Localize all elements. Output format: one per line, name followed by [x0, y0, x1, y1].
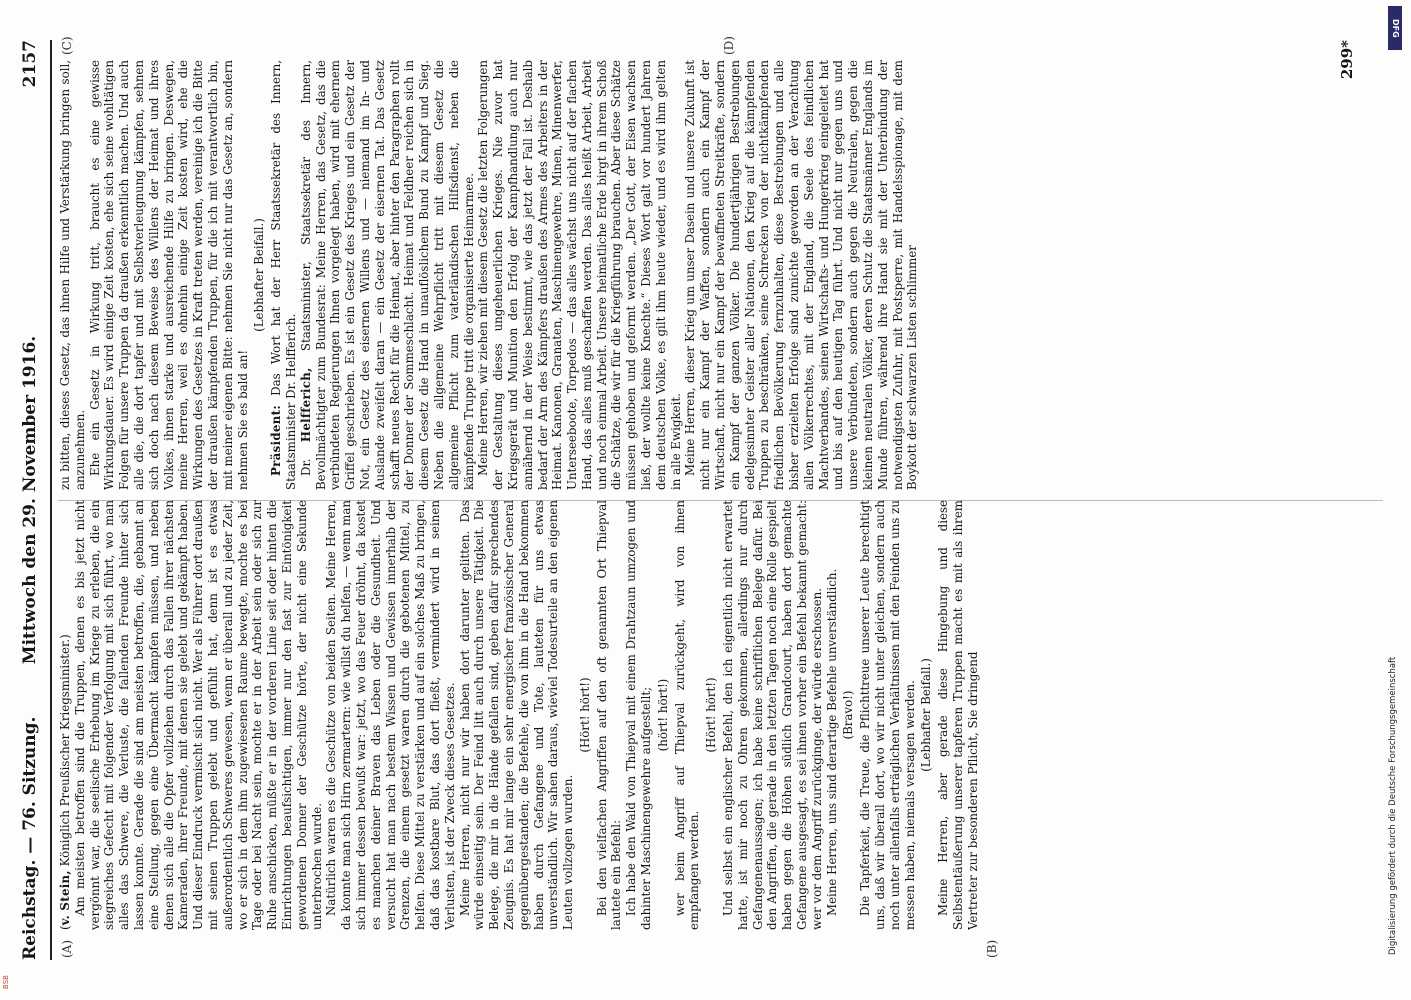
margin-mark-c: (C): [60, 36, 74, 55]
margin-mark-b: (B): [985, 939, 999, 958]
printer-signature: 299*: [1338, 40, 1356, 80]
president-label: Präsident:: [269, 405, 284, 476]
margin-mark-a: (A): [60, 939, 74, 958]
paragraph: zu bitten, dieses Gesetz, das ihnen Hilfe und Verstärkung bringen soll, anzunehmen.: [58, 60, 87, 490]
paragraph: Meine Herren, wir ziehen mit diesem Gesetz die letzten Folgerungen der Gestaltung dieses ungeheuerlichen Krieges. Nie zuvor hat Kriegsgerät und Munition den Erfolg der Kampfhandlung auch nur annähernd in der Weise bestimmt, wie das jetzt der Fall ist. Deshalb bedarf der Arm des Kämpfers draußen des Armes des Arbeiters in der Heimat. Kanonen, Granaten, Maschinengewehre, Minen, Minenwerfer, Unterseeboote, Torpedos — das alles wächst uns nicht auf der flachen Hand, das alles muß geschaffen werden. Das alles heißt Arbeit, Arbeit und noch einmal Arbeit. Unsere heimatliche Erde birgt in ihrem Schoß die Schätze, die wir für die Kriegführung brauchen. Aber diese Schätze müssen gehoben und geformt werden. „Der Gott, der Eisen wachsen ließ, der wollte keine Knechte.“ Dieses Wort galt vor hundert Jahren dem deutschen Volke, es gilt ihm heute wieder, und es wird ihm gelten in alle Ewigkeit.: [476, 60, 683, 490]
speaker-name: Helfferich,: [298, 367, 313, 443]
speaker-text: Staatsminister, Staatssekretär des Innern, Bevollmächtigter zum Bundesrat: Meine Herren, das Gesetz, das die verbündeten Regierungen Ihnen vorgelegt haben, wird mit ehernem Griffel geschrieben. Es ist ein Gesetz des Krieges und ein Gesetz der Not, ein Gesetz des eisernen Willens und — niemand im In- und Auslande zweifelt daran — ein Gesetz der eisernen Tat. Das Gesetz schafft neues Recht für die Heimat, aber hinter den Paragraphen rollt der Donner der Sommeschlacht. Heimat und Feldheer reichen sich in diesem Gesetz die Hand in unauflöslichem Bund zu Kampf und Sieg. Neben die allgemeine Wehrpflicht tritt mit diesem Gesetz die allgemeine Pflicht zum vaterländischen Hilfsdienst, neben die kämpfende Truppe tritt die organisierte Heimarmee.: [298, 60, 476, 490]
paragraph: Die Tapferkeit, die Treue, die Pflichttreue unserer Leute berechtigt uns, daß wir überall dort, wo wir nicht unter gleichen, sondern auch noch unter allenfalls erträglichen Verhältnissen mit den Feinden uns zu messen haben, niemals versagen werden.: [858, 500, 917, 930]
interjection: (Lebhafter Beifall.): [252, 218, 267, 332]
margin-mark-d: (D): [722, 36, 736, 55]
paragraph: Meine Herren, aber gerade diese Hingebung und diese Selbstentäußerung unserer tapferen Truppen macht es mit als ihrem Vertreter zur besonderen Pflicht, Sie dringend: [936, 500, 980, 930]
speaker-name: v. Stein,: [58, 870, 72, 926]
interjection: (Bravo!): [841, 690, 856, 740]
president-text: Das Wort hat der Herr Staatssekretär des Innern, Staatsminister Dr. Helfferich.: [269, 60, 298, 490]
left-column: [58, 500, 1388, 930]
digitization-credit: Digitalisierung gefördert durch die Deutsche Forschungsgemeinschaft: [1388, 656, 1398, 955]
paragraph: Meine Herren, dieser Krieg um unser Dasein und unsere Zukunft ist nicht nur ein Kampf der Waffen, sondern auch ein Kampf der Wirtschaft, nicht nur ein Kampf der bewaffneten Streitkräfte, sondern ein Kampf der ganzen Völker. Die hundertjährigen Bestrebungen edelgesinnter Geister aller Nationen, den Krieg auf die kämpfenden Truppen zu beschränken, seine Schrecken von der nichtkämpfenden friedlichen Bevölkerung fernzuhalten, diese Bestrebungen und alle bisher erzielten Erfolge sind zunichte geworden an der Verachtung allen Völkerrechtes, mit der England, die Seele des feindlichen Machtverbandes, seinen Wirtschafts- und Hungerkrieg eingeleitet hat und bis auf den heutigen Tag führt. Und nicht nur gegen uns und unsere Verbündeten, sondern auch gegen die Neutralen, gegen die kleinen neutralen Völker, deren Schutz die Staatsmänner Englands im Munde führen, während ihre Hand sie mit der Unterbindung der notwendigsten Zufuhr, mit Postsperre, mit Handelsspionage, mit dem Boykott der schwarzen Listen schlimmer: [683, 60, 920, 490]
quoted-order: wer beim Angriff auf Thiepval zurückgeht, wird von ihnen empfangen werden.: [672, 500, 702, 930]
paragraph: Und selbst ein englischer Befehl, den ich eigentlich nicht erwartet hatte, ist mir noch zu Ohren gekommen, allerdings nur durch Gefangenenaussagen; ich habe keine schriftlichen Belege dafür. Bei den Angriffen, die gerade in den letzten Tagen noch eine Rolle gespielt haben gegen die Höhen südlich Grandcourt, haben dort gemachte Gefangene ausgesagt, es sei ihnen vorher ein Befehl bekannt gemacht: wer vor dem Angriff zurückginge, der würde erschossen.: [721, 500, 824, 930]
speaker-line: [299, 60, 477, 490]
dfg-logo: DFG: [1388, 6, 1402, 50]
interjection: (Lebhafter Beifall.): [919, 658, 934, 772]
page-number: 2157: [20, 40, 40, 88]
paragraph: Meine Herren, nicht nur wir haben dort darunter gelitten. Das würde einseitig sein. Der Feind litt auch durch unsere Tätigkeit. Die Belege, die mir in die Hände gefallen sind, geben dafür sprechendes Zeugnis. Es hat mir lange ein sehr energischer französischer General gegenübergestanden; die Befehle, die von ihm in die Hand bekommen haben durch Gefangene und Tote, lauteten für uns etwas unverständlich. Wir sahen daraus, wieviel Todesurteile an den eigenen Leuten vollzogen wurden.: [457, 500, 576, 930]
header-rule: [50, 40, 52, 960]
paragraph: Natürlich waren es die Geschütze von beiden Seiten. Meine Herren, da konnte man sich Hirn zermartern: wie willst du helfen, — wenn man sich immer dessen bewußt war: jetzt, wo das Feuer dröhnt, da kostet es manchen deiner Braven das Leben oder die Gesundheit. Und versucht hat man nach bestem Wissen und Gewissen innerhalb der Grenzen, die einem gesetzt waren durch die gebotenen Mittel, zu helfen. Diese Mittel zu verstärken und auf ein solches Maß zu bringen, daß das kostbare Blut, das dort fließt, vermindert wird in seinen Verlusten, ist der Zweck dieses Gesetzes.: [324, 500, 457, 930]
quoted-order: Ich habe den Wald von Thiepval mit einem Drahtzaun umzogen und dahinter Maschinengewehre aufgestellt;: [624, 500, 654, 930]
running-header-date: Mittwoch den 29. November 1916.: [20, 335, 40, 665]
paragraph: Bei den vielfachen Angriffen auf den oft genannten Ort Thiepval lautete ein Befehl:: [594, 500, 624, 930]
library-mark: BSB: [2, 975, 10, 989]
president-line: [269, 60, 299, 490]
speaker-line: (v. Stein, Königlich Preußischer Kriegsminister.): [58, 634, 72, 930]
running-header-session: Reichstag. — 76. Sitzung.: [20, 716, 40, 960]
right-column: [58, 60, 1388, 490]
interjection: (Hört! hört!): [577, 677, 592, 753]
paragraph: Ehe ein Gesetz in Wirkung tritt, braucht es eine gewisse Wirkungsdauer. Es wird einige Zeit kosten, ehe sich seine wohltätigen Folgen für unsere Truppen da draußen erkenntlich machen. Und auch alle die, die dort tapfer und mit Selbstverleugnung kämpfen, sehnen sich doch nach diesem Beweise des Willens der Heimat und ihres Volkes, ihnen starke und ausreichende Hilfe zu bringen. Deswegen, meine Herren, weil es ohnehin einige Zeit kosten wird, ehe die Wirkungen des Gesetzes in Kraft treten werden, vereinige ich die Bitte der draußen kämpfenden Truppen, für die ich mit verantwortlich bin, mit meiner eigenen Bitte: nehmen Sie nicht nur das Gesetz an, sondern nehmen Sie es bald an!: [87, 60, 250, 490]
speaker-prefix: Dr.: [298, 458, 313, 476]
interjection: (Hört! hört!): [704, 677, 719, 753]
speaker-role: Königlich Preußischer Kriegsminister.): [58, 634, 72, 867]
interjection: (hört! hört!): [655, 678, 670, 752]
paragraph: Am meisten betroffen sind die Truppen, denen es bis jetzt nicht vergönnt war, die seelische Erhebung im Kriege zu erleben, die ein siegreiches Gefecht mit folgender Verfolgung mit sich führt, wo man alles das Schwere, die Verluste, die fallenden Freunde hinter sich lassen konnte. Gerade die sind am meisten betroffen, die, gebannt an eine Stellung, gegen eine Übermacht kämpfen müssen, und neben denen sich alle die Opfer vollziehen durch das Fallen ihrer nächsten Kameraden, ihrer Freunde, mit denen sie gelebt und gekämpft haben. Und dieser Eindruck vermischt sich nicht. Wer als Führer dort draußen mit seinen Truppen gelebt und gefühlt hat, denn ist es etwas außerordentlich Schweres gewesen, wenn er überall und zu jeder Zeit, wo er sich in dem ihm zugewiesenen Raume bewegte, mochte es bei Tage oder bei Nacht sein, mochte er in der Arbeit sein oder sich zur Ruhe anschicken, müßte er in der vorderen Linie seit oder hinten die Einrichtungen beaufsichtigen, immer nur den fast zur Eintönigkeit gewordenen Donner der Geschütze hörte, der nicht eine Sekunde unterbrochen wurde.: [72, 500, 324, 930]
paragraph: Meine Herren, uns sind derartige Befehle unverständlich.: [824, 568, 839, 916]
